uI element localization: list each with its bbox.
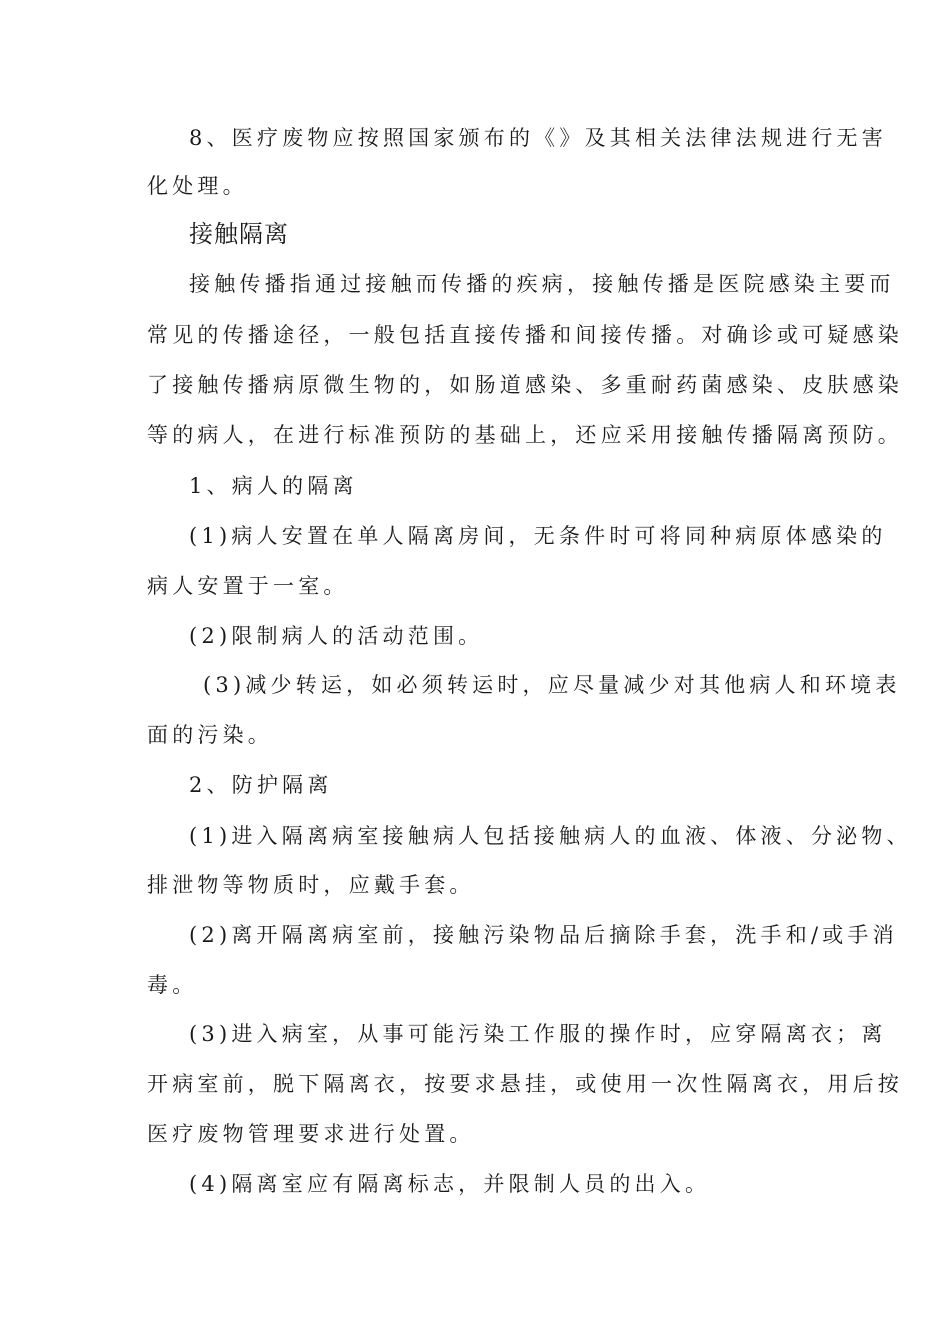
list-item-line: 病人安置于一室。 [147,574,349,598]
list-item-line: (3)减少转运，如必须转运时，应尽量减少对其他病人和环境表 [203,673,901,697]
list-item-line: 医疗废物管理要求进行处置。 [147,1122,475,1146]
list-item-line: (1)病人安置在单人隔离房间，无条件时可将同种病原体感染的 [189,524,887,548]
paragraph-line: 接触传播指通过接触而传播的疾病，接触传播是医院感染主要而 [189,272,895,296]
paragraph-line: 化处理。 [147,174,248,198]
section-heading: 接触隔离 [189,220,289,248]
list-item-line: 面的污染。 [147,723,273,747]
subsection-heading: 1、病人的隔离 [189,474,358,498]
list-item-line: 毒。 [147,973,198,997]
subsection-heading: 2、防护隔离 [189,773,333,797]
list-item-line: (3)进入病室，从事可能污染工作服的操作时，应穿隔离衣；离 [189,1022,887,1046]
list-item-line: (1)进入隔离病室接触病人包括接触病人的血液、体液、分泌物、 [189,824,912,848]
list-item-line: 开病室前，脱下隔离衣，按要求悬挂，或使用一次性隔离衣，用后按 [147,1072,903,1096]
list-item-line: (2)离开隔离病室前，接触污染物品后摘除手套，洗手和/或手消 [189,923,898,947]
paragraph-line: 了接触传播病原微生物的，如肠道感染、多重耐药菌感染、皮肤感染 [147,373,903,397]
paragraph-line: 8、医疗废物应按照国家颁布的《》及其相关法律法规进行无害 [189,126,887,150]
paragraph-line: 等的病人，在进行标准预防的基础上，还应采用接触传播隔离预防。 [147,423,903,447]
list-item-line: (4)隔离室应有隔离标志，并限制人员的出入。 [189,1172,711,1196]
list-item-line: (2)限制病人的活动范围。 [189,624,484,648]
list-item-line: 排泄物等物质时，应戴手套。 [147,873,475,897]
paragraph-line: 常见的传播途径，一般包括直接传播和间接传播。对确诊或可疑感染 [147,323,903,347]
